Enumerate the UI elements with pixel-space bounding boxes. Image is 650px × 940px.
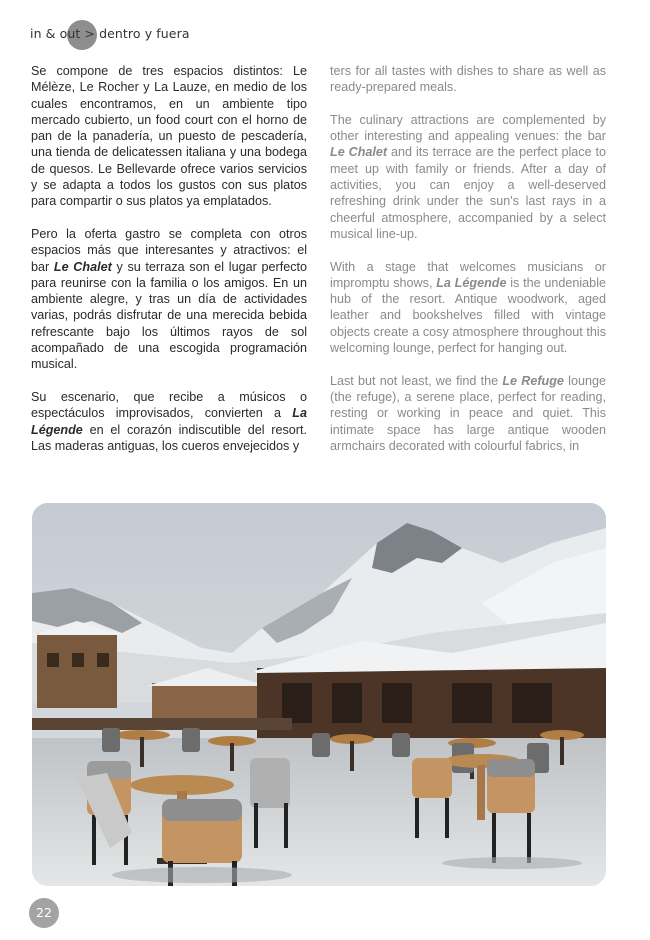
section-title: in & out > dentro y fuera: [30, 26, 190, 41]
paragraph: Se compone de tres espacios distintos: Le Mélèze, Le Rocher y La Lauze, en medio de los cuales encontramos, en un ambiente tipo mercado cubierto, un food court con el horno de pan de la panadería, un puesto de pescadería, una tienda de delicatessen italiana y una bodega de quesos. Le Bellevarde ofrece varios servicios y se adapta a todos los gustos con sus platos para compartir o sus platos ya emplatados.: [31, 64, 307, 209]
venue-name: Le Chalet: [330, 145, 388, 160]
text: Pero la oferta gastro se completa con otros espacios más que interesantes y atractivos: el bar: [31, 226, 307, 274]
terrace-photo: [32, 503, 606, 886]
paragraph: [31, 226, 307, 373]
paragraph: ters for all tastes with dishes to share as well as ready-prepared meals.: [330, 64, 606, 95]
text: y su terraza son el lugar perfecto para reunirse con la familia o los amigos. En un ambiente alegre, y tras un día de actividades varias, podrás disfrutar de una merecida bebida refrescante bajo los últimos rayos de sol acompañado de una escogida programación musical.: [31, 259, 307, 372]
text: and its terrace are the perfect place to meet up with family or friends. After a day of activities, you can enjoy a well-deserved refreshing drink under the sun's last rays in a cheerful atmosphere, accompanied by a select musical line-up.: [330, 145, 606, 241]
text: lounge (the refuge), a serene place, perfect for reading, resting or working in peace and quiet. This intimate space has large antique wooden armchairs decorated with colourful fabrics, in: [330, 373, 606, 453]
page-number: 22: [36, 905, 52, 920]
english-column: [330, 63, 606, 454]
page-number-badge: [29, 898, 59, 928]
text: With a stage that welcomes musicians or impromptu shows,: [330, 259, 606, 290]
paragraph: [330, 259, 606, 357]
paragraph: [330, 112, 606, 242]
venue-name: Le Chalet: [53, 259, 112, 274]
text: en el corazón indiscutible del resort. Las maderas antiguas, los cueros envejecidos y: [31, 422, 307, 453]
text: Last but not least, we find the: [330, 373, 503, 388]
mountain-terrace-illustration: [32, 503, 606, 886]
text: is the undeniable hub of the resort. Antique woodwork, aged leather and bookshelves filled with vintage objects create a cosy atmosphere throughout this welcoming lounge, perfect for hanging out.: [330, 275, 606, 356]
venue-name: Le Refuge: [502, 373, 564, 388]
text: The culinary attractions are complemented by other interesting and appealing venues: the bar: [330, 112, 606, 144]
spanish-column: [31, 63, 307, 454]
paragraph: [330, 373, 606, 454]
text: Su escenario, que recibe a músicos o espectáculos improvisados, convierten a: [31, 389, 307, 421]
venue-name: La Légende: [436, 275, 507, 290]
venue-name: La Légende: [31, 406, 307, 437]
paragraph: [31, 389, 307, 454]
